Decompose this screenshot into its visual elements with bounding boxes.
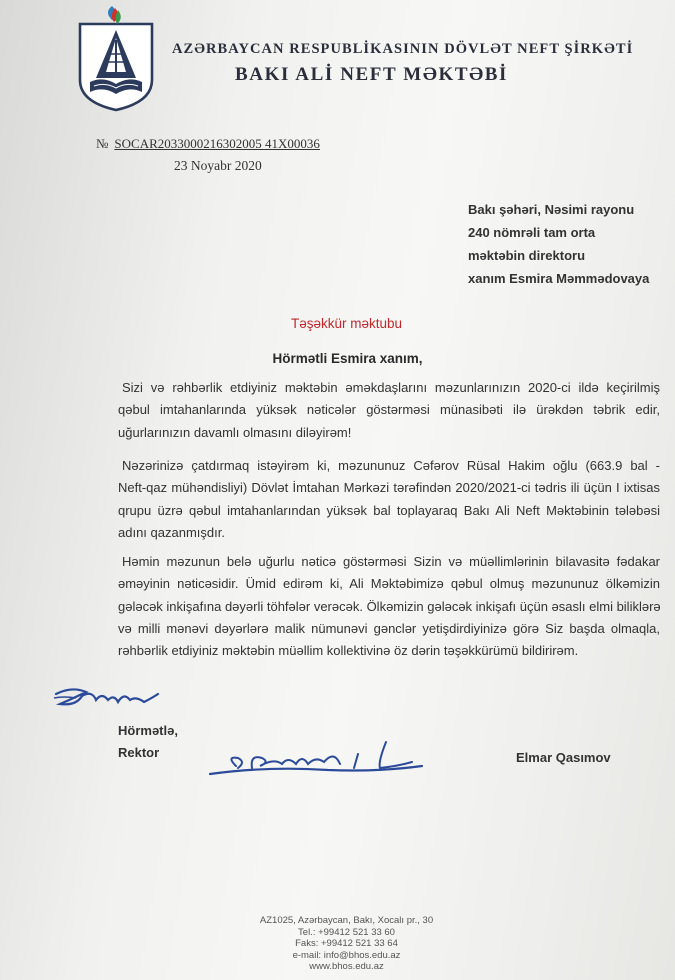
recipient-line: 240 nömrəli tam orta bbox=[468, 225, 596, 240]
document-date: 23 Noyabr 2020 bbox=[174, 158, 262, 173]
letter-greeting: Hörmətli Esmira xanım, bbox=[272, 351, 423, 366]
footer-address: AZ1025, Azərbaycan, Bakı, Xocalı pr., 30 bbox=[259, 915, 434, 926]
footer-website: www.bhos.edu.az bbox=[309, 961, 384, 972]
paragraph-3 bbox=[118, 551, 660, 662]
letter-title: Təşəkkür məktubu bbox=[290, 316, 403, 331]
signer-name: Elmar Qasımov bbox=[516, 750, 611, 765]
paragraph-line: əməyinin nəticəsidir. Ümid edirəm ki, Ali Məktəbimizə qəbul olmuş məzununuz ölkəmizin bbox=[118, 576, 660, 592]
footer-contacts bbox=[0, 915, 675, 973]
paragraph-line: uğurlarınızın davamlı olmasını diləyirəm! bbox=[118, 424, 352, 440]
footer-email: e-mail: info@bhos.edu.az bbox=[292, 949, 401, 961]
recipient-line: xanım Esmira Məmmədovaya bbox=[468, 271, 650, 286]
rector-signature bbox=[208, 736, 428, 780]
paragraph-1 bbox=[118, 377, 660, 444]
paragraph-line: adını qazanmışdır. bbox=[118, 524, 225, 540]
paragraph-line: Neft-qaz mühəndisliyi) Dövlət İmtahan Mərkəzi tərəfindən 2020/2021-ci tədris ili üçün I ixtisas bbox=[118, 480, 660, 496]
paragraph-line: gələcək inkişafına dəyərli töhfələr verəcək. Ölkəmizin gələcək inkişafı üçün əsaslı elmi biliklərə bbox=[118, 598, 661, 614]
footer-fax: Faks: +99412 521 33 64 bbox=[295, 938, 398, 949]
document-number-value: SOCAR2033000216302005 41X00036 bbox=[114, 136, 320, 151]
handwritten-initials bbox=[52, 684, 162, 712]
document-number bbox=[96, 136, 320, 152]
recipient-line: məktəbin direktoru bbox=[468, 248, 586, 263]
closing-block bbox=[118, 720, 178, 764]
recipient-line: Bakı şəhəri, Nəsimi rayonu bbox=[468, 202, 635, 217]
bhos-logo bbox=[76, 2, 156, 112]
paragraph-line: və milli mənəvi dəyərlərə malik nümunəvi gənclər yetişdirdiyinizə görə Siz başda olmaqla, bbox=[118, 620, 660, 636]
paragraph-line: Həmin məzunun belə uğurlu nəticə göstərməsi Sizin və müəllimlərinin bilavasitə fədakar bbox=[122, 554, 660, 569]
recipient-block bbox=[468, 198, 649, 290]
paragraph-line: Nəzərinizə çatdırmaq istəyirəm ki, məzununuz Cəfərov Rüsal Hakim oğlu (663.9 bal - bbox=[122, 458, 660, 473]
organization-line-1: AZƏRBAYCAN RESPUBLİKASININ DÖVLƏT NEFT ŞİRKƏTİ bbox=[172, 41, 634, 57]
paragraph-line: qəbul imtahanlarında yüksək nəticələr göstərməsi münasibəti ilə ürəkdən təbrik edir, bbox=[118, 402, 660, 418]
organization-line-2: BAKI ALİ NEFT MƏKTƏBİ bbox=[235, 64, 509, 85]
paragraph-2 bbox=[118, 455, 660, 544]
signer-position: Rektor bbox=[118, 745, 160, 760]
footer-phone: Tel.: +99412 521 33 60 bbox=[298, 926, 395, 938]
closing-phrase: Hörmətlə, bbox=[118, 723, 178, 738]
paragraph-line: qrupu üzrə qəbul imtahanlarından yüksək bal toplayaraq Bakı Ali Neft Məktəbinin tələbəsi bbox=[118, 502, 660, 518]
paragraph-line: rəhbərlik etdiyiniz məktəbin müəllim kollektivinə öz dərin təşəkkürümü bildirirəm. bbox=[118, 643, 579, 659]
number-sign: № bbox=[96, 136, 109, 151]
paragraph-line: Sizi və rəhbərlik etdiyiniz məktəbin əməkdaşlarını məzunlarınızın 2020-ci ildə keçirilmiş bbox=[122, 380, 660, 395]
